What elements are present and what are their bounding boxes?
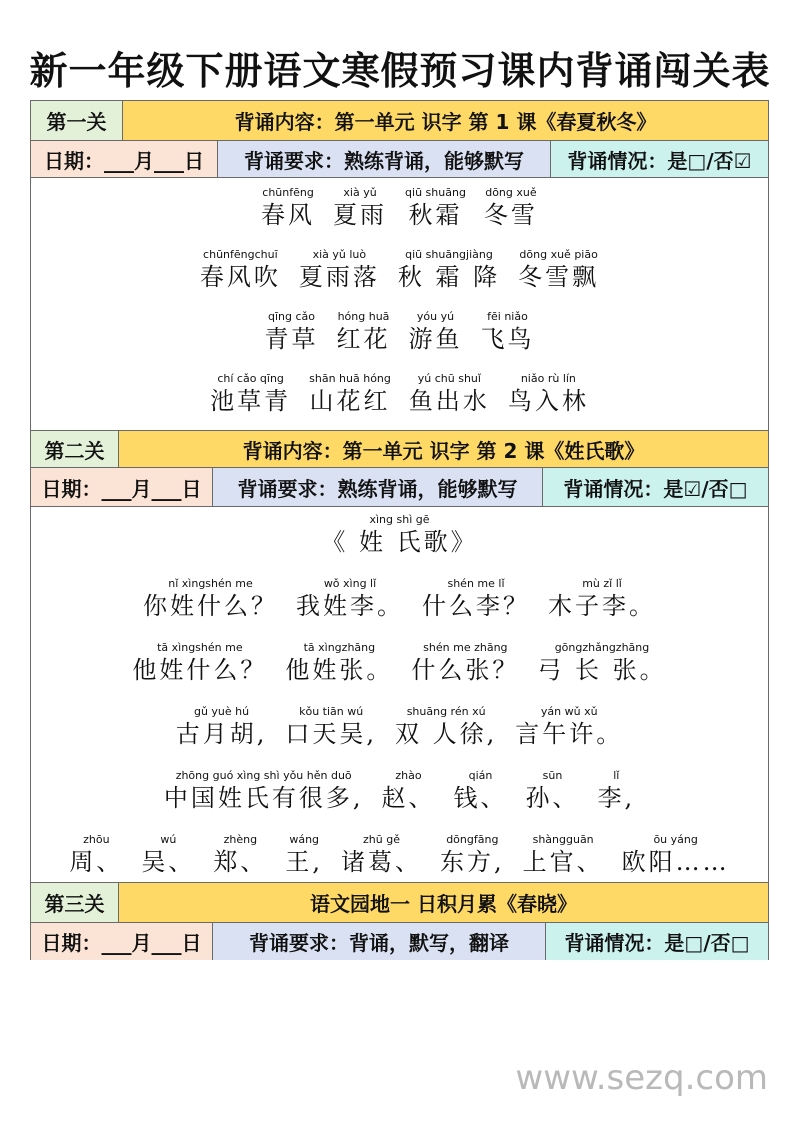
word-unit: [164, 769, 364, 813]
word-unit: [526, 769, 580, 813]
hanzi: 冬雪飘: [518, 263, 600, 291]
word-unit: [333, 186, 387, 230]
pinyin: tā xìngzhāng: [303, 641, 376, 654]
text-line: [31, 372, 768, 416]
word-unit: [285, 833, 323, 877]
hanzi: 双 人徐,: [395, 720, 498, 748]
level-3-name: 第三关: [31, 883, 119, 922]
hanzi: 李,: [597, 784, 636, 812]
pinyin: sūn: [542, 769, 563, 782]
level-1-date: 日期：___月___日: [31, 141, 218, 177]
hanzi: 游鱼: [408, 325, 463, 353]
word-unit: [285, 705, 377, 749]
pinyin: niǎo rù lín: [520, 372, 576, 385]
hanzi: 《 姓 氏歌》: [321, 528, 478, 556]
hanzi: 吴、: [141, 848, 196, 876]
hanzi: 钱、: [453, 784, 508, 812]
hanzi: 夏雨: [333, 201, 388, 229]
pinyin: mù zǐ lǐ: [582, 577, 622, 590]
word-unit: [598, 769, 636, 813]
word-unit: [422, 577, 530, 621]
word-unit: [261, 186, 315, 230]
level-3-date: 日期：___月___日: [31, 923, 213, 960]
hanzi: 山花红: [309, 387, 391, 415]
pinyin: gǔ yuè hú: [193, 705, 250, 718]
pinyin: shàngguān: [532, 833, 594, 846]
word-unit: [213, 833, 267, 877]
level-1-status: 背诵情况：是□/否☑: [551, 141, 768, 177]
pinyin: yóu yú: [416, 310, 455, 323]
pinyin: shān huā hóng: [309, 372, 391, 385]
hanzi: 鸟入林: [507, 387, 589, 415]
word-unit: [454, 769, 508, 813]
word-unit: [411, 641, 519, 685]
pinyin: yán wǔ xǔ: [540, 705, 598, 718]
level-1-name: 第一关: [31, 101, 123, 140]
hanzi: 诸葛、: [341, 848, 422, 876]
pinyin: xìng shì gē: [369, 513, 430, 526]
word-unit: [210, 372, 291, 416]
pinyin: gōngzhǎngzhāng: [554, 641, 650, 654]
word-unit: [481, 310, 535, 354]
pinyin: xià yǔ luò: [312, 248, 367, 261]
word-unit: [265, 310, 319, 354]
hanzi: 什么张？: [411, 656, 520, 684]
page-title: 新一年级下册语文寒假预习课内背诵闯关表: [29, 49, 771, 93]
word-unit: [395, 705, 497, 749]
watermark: www.sezq.com: [515, 1058, 768, 1098]
word-unit: [537, 641, 666, 685]
word-unit: [299, 248, 380, 292]
pinyin: zhōng guó xìng shì yǒu hěn duō: [175, 769, 352, 782]
hanzi: 古月胡,: [175, 720, 268, 748]
hanzi: 青草: [264, 325, 319, 353]
pinyin: wǒ xìng lǐ: [323, 577, 377, 590]
pinyin: zhèng: [223, 833, 258, 846]
hanzi: 上官、: [522, 848, 604, 876]
pinyin: chūnfēng: [262, 186, 314, 199]
word-unit: [518, 248, 599, 292]
pinyin: wú: [160, 833, 177, 846]
pinyin: kǒu tiān wú: [299, 705, 364, 718]
pinyin: chūnfēngchuī: [203, 248, 278, 261]
pinyin: zhū gě: [363, 833, 400, 846]
hanzi: 你姓什么？: [143, 592, 278, 620]
pinyin: fēi niǎo: [487, 310, 528, 323]
word-unit: [409, 310, 463, 354]
pinyin: xià yǔ: [343, 186, 377, 199]
pinyin: dōng xuě: [485, 186, 537, 199]
pinyin: shuāng rén xú: [406, 705, 486, 718]
level-2-name: 第二关: [31, 431, 119, 467]
text-line: [31, 310, 768, 354]
level-3-status: 背诵情况：是□/否□: [546, 923, 768, 960]
pinyin: nǐ xìngshén me: [168, 577, 253, 590]
hanzi: 飞鸟: [480, 325, 535, 353]
hanzi: 春风: [261, 201, 316, 229]
pinyin: zhōu: [83, 833, 110, 846]
hanzi: 中国姓氏有很多,: [163, 784, 364, 812]
pinyin: dōngfāng: [446, 833, 499, 846]
word-unit: [285, 641, 393, 685]
hanzi: 什么李？: [422, 592, 530, 620]
word-unit: [321, 513, 477, 557]
hanzi: 东方,: [440, 848, 505, 876]
level-3-content: 语文园地一 日积月累《春晓》: [119, 883, 768, 922]
word-unit: [405, 186, 466, 230]
word-unit: [398, 248, 500, 292]
word-unit: [309, 372, 391, 416]
word-unit: [200, 248, 281, 292]
hanzi: 秋 霜 降: [397, 263, 501, 291]
hanzi: 王,: [285, 848, 323, 876]
level-1-content: 背诵内容：第一单元 识字 第 1 课《春夏秋冬》: [123, 101, 768, 140]
word-unit: [176, 705, 268, 749]
pinyin: wáng: [289, 833, 320, 846]
hanzi: 鱼出水: [408, 387, 490, 415]
recitation-table: [30, 100, 769, 960]
hanzi: 赵、: [381, 784, 436, 812]
pinyin: hóng huā: [337, 310, 390, 323]
text-line: [31, 641, 768, 685]
hanzi: 口天吴,: [285, 720, 377, 748]
text-line: [31, 513, 768, 557]
word-unit: [409, 372, 490, 416]
word-unit: [440, 833, 505, 877]
level-1-header-row: [31, 101, 768, 141]
text-line: [31, 577, 768, 621]
word-unit: [382, 769, 436, 813]
hanzi: 孙、: [525, 784, 580, 812]
hanzi: 言午许。: [515, 720, 624, 748]
word-unit: [508, 372, 589, 416]
pinyin: chí cǎo qīng: [217, 372, 284, 385]
text-line: [31, 833, 768, 877]
pinyin: lǐ: [613, 769, 620, 782]
pinyin: qiū shuāngjiàng: [405, 248, 493, 261]
text-line: [31, 705, 768, 749]
level-3-header-row: [31, 883, 768, 923]
word-unit: [341, 833, 422, 877]
pinyin: zhào: [395, 769, 422, 782]
text-line: [31, 248, 768, 292]
hanzi: 夏雨落: [298, 263, 380, 291]
word-unit: [141, 833, 195, 877]
hanzi: 他姓什么？: [132, 656, 268, 684]
level-3-requirement: 背诵要求：背诵，默写，翻译: [213, 923, 546, 960]
level-2-info-row: [31, 468, 768, 507]
hanzi: 弓 长 张。: [537, 656, 667, 684]
level-2-date: 日期：___月___日: [31, 468, 213, 506]
word-unit: [622, 833, 730, 877]
pinyin: yú chū shuǐ: [417, 372, 481, 385]
hanzi: 欧阳……: [621, 848, 730, 876]
word-unit: [523, 833, 604, 877]
word-unit: [515, 705, 623, 749]
word-unit: [143, 577, 278, 621]
hanzi: 秋霜: [408, 201, 463, 229]
pinyin: shén me zhāng: [423, 641, 508, 654]
word-unit: [69, 833, 123, 877]
text-line: [31, 769, 768, 813]
hanzi: 红花: [336, 325, 391, 353]
hanzi: 我姓李。: [296, 592, 404, 620]
word-unit: [296, 577, 404, 621]
word-unit: [548, 577, 656, 621]
text-line: [31, 186, 768, 230]
hanzi: 木子李。: [548, 592, 656, 620]
pinyin: qiū shuāng: [405, 186, 466, 199]
level-2-content: 背诵内容：第一单元 识字 第 2 课《姓氏歌》: [119, 431, 768, 467]
word-unit: [484, 186, 538, 230]
level-2-text-area: [31, 507, 768, 883]
hanzi: 冬雪: [483, 201, 538, 229]
level-1-text-area: [31, 178, 768, 431]
hanzi: 郑、: [213, 848, 268, 876]
pinyin: shén me lǐ: [447, 577, 505, 590]
level-2-requirement: 背诵要求：熟练背诵，能够默写: [213, 468, 543, 506]
level-1-requirement: 背诵要求：熟练背诵，能够默写: [218, 141, 551, 177]
level-1-info-row: [31, 141, 768, 178]
pinyin: dōng xuě piāo: [519, 248, 598, 261]
level-3-info-row: [31, 923, 768, 960]
level-2-header-row: [31, 431, 768, 468]
hanzi: 春风吹: [199, 263, 281, 291]
word-unit: [337, 310, 391, 354]
pinyin: ōu yáng: [653, 833, 698, 846]
hanzi: 池草青: [210, 387, 292, 415]
level-2-status: 背诵情况：是☑/否□: [543, 468, 768, 506]
pinyin: qīng cǎo: [267, 310, 315, 323]
pinyin: tā xìngshén me: [157, 641, 243, 654]
hanzi: 周、: [69, 848, 124, 876]
hanzi: 他姓张。: [285, 656, 394, 684]
word-unit: [132, 641, 267, 685]
pinyin: qián: [468, 769, 493, 782]
